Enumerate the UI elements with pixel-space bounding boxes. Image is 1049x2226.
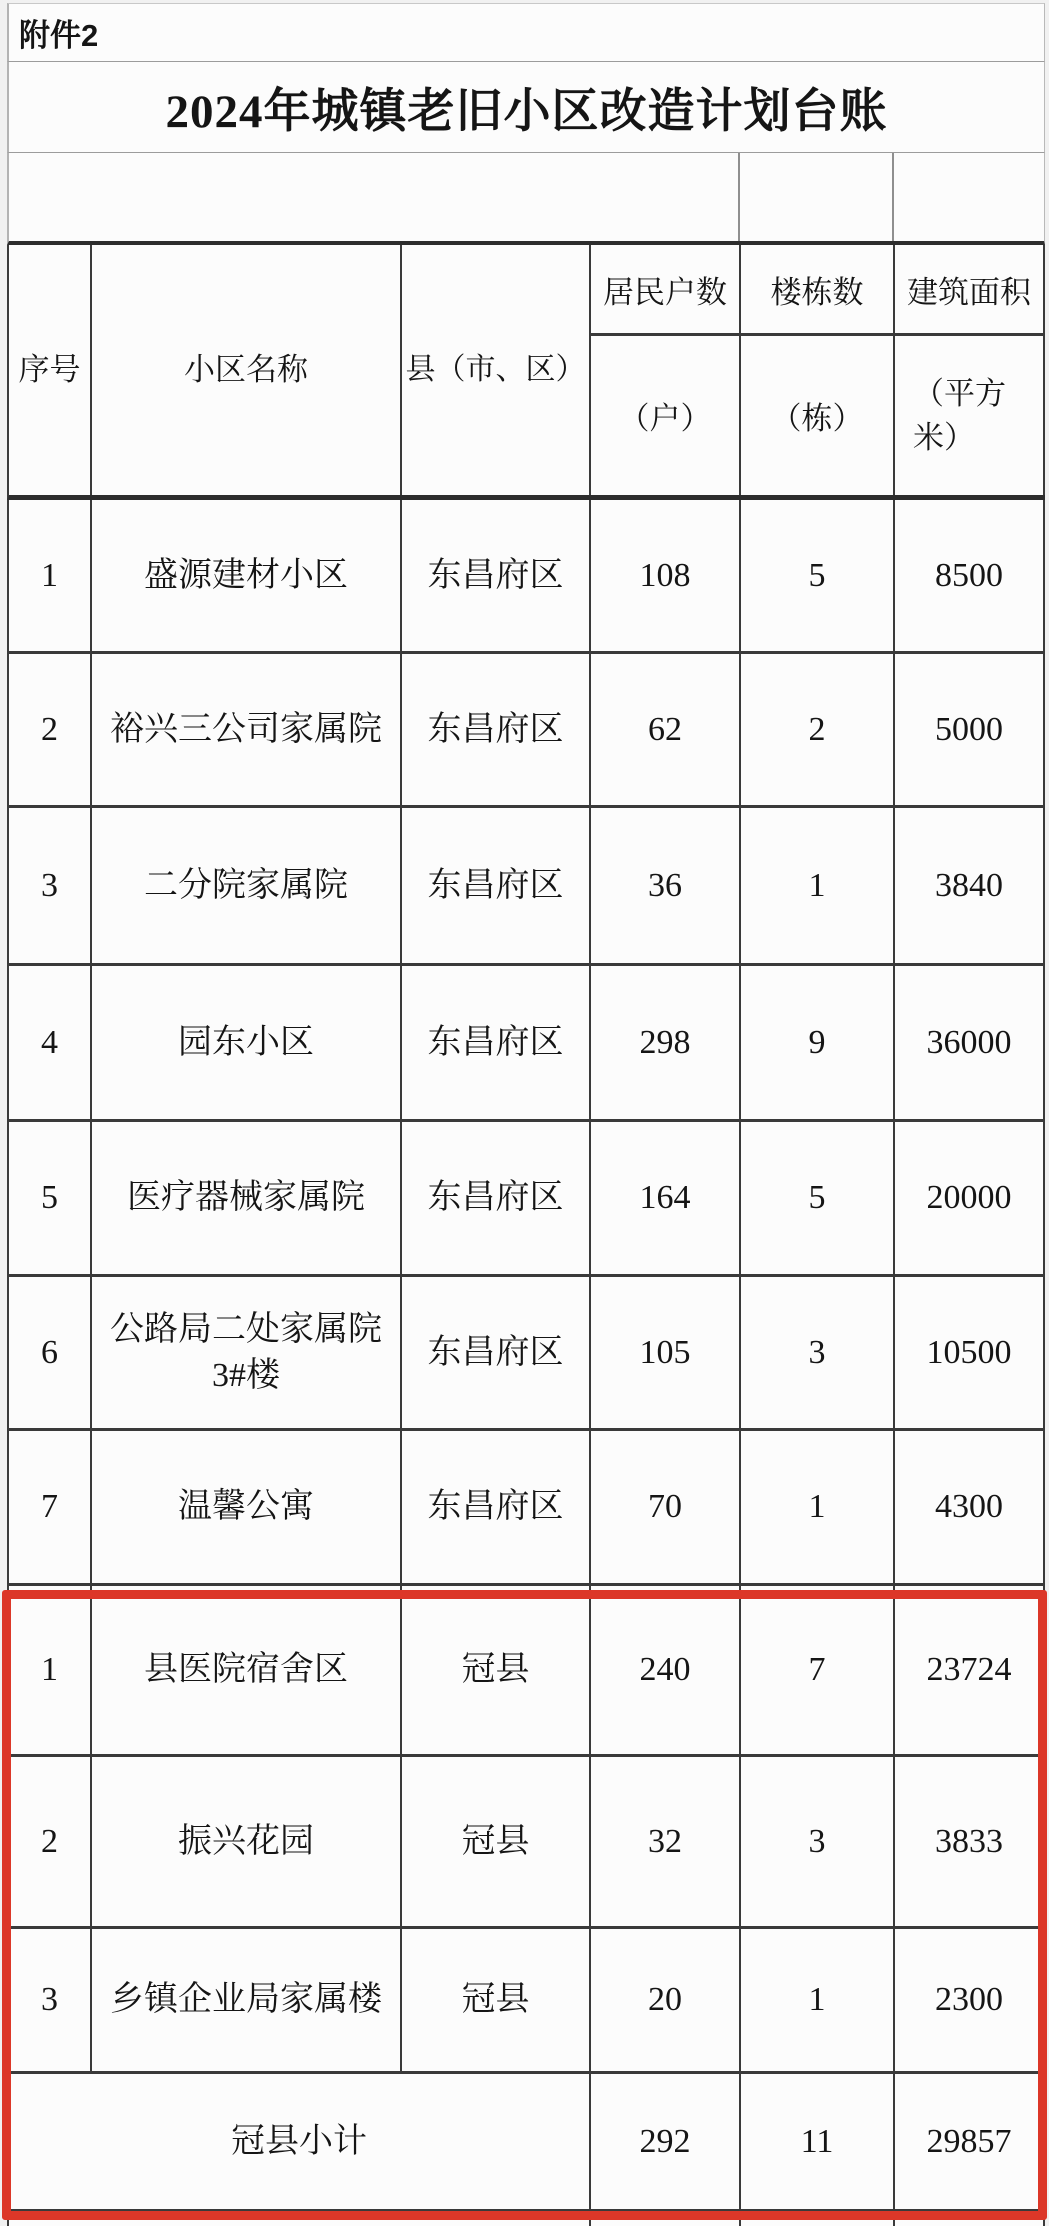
cell-buildings: 7 [741,1586,895,1754]
document-sheet [7,3,1045,2226]
cell-households: 32 [591,1757,741,1926]
cell-no: 5 [9,1122,92,1274]
cell-name: 园东小区 [92,966,402,1119]
cell-county: 东昌府区 [402,808,591,963]
cell-buildings: 3 [741,1757,895,1926]
subtotal-area: 29857 [895,2074,1045,2209]
cell-households: 20 [591,1929,741,2071]
cell-no: 2 [9,654,92,805]
cell-households: 70 [591,1431,741,1583]
header-households: 居民户数 [591,245,739,336]
header-buildings-unit: （栋） [770,401,864,436]
cell-households: 62 [591,654,741,805]
page-title: 2024年城镇老旧小区改造计划台账 [165,85,888,138]
table-row [7,654,1045,808]
clipped-cell [741,2212,895,2226]
cell-name: 二分院家属院 [92,808,402,963]
cell-county: 冠县 [402,1757,591,1926]
cell-name: 医疗器械家属院 [92,1122,402,1274]
clipped-cell [895,2212,1045,2226]
cell-name: 乡镇企业局家属楼 [92,1929,402,2071]
subtotal-households: 292 [591,2074,741,2209]
cell-no: 4 [9,966,92,1119]
clipped-cell [591,2212,741,2226]
cell-county: 东昌府区 [402,500,591,651]
cell-buildings: 3 [741,1277,895,1428]
cell-buildings: 1 [741,1431,895,1583]
header-buildings: 楼栋数 [741,245,893,336]
cell-county: 东昌府区 [402,654,591,805]
header-households-unit: （户） [618,401,712,436]
cell-households: 108 [591,500,741,651]
cell-name: 盛源建材小区 [92,500,402,651]
cell-buildings: 1 [741,1929,895,2071]
cell-name: 温馨公寓 [92,1431,402,1583]
table-row [7,1122,1045,1277]
table-row [7,966,1045,1122]
spacer-cell [740,153,894,241]
cell-area: 3833 [895,1757,1045,1926]
cell-area: 3840 [895,808,1045,963]
header-buildings-group [741,245,895,495]
cell-area: 23724 [895,1586,1045,1754]
cell-no: 2 [9,1757,92,1926]
cell-county: 东昌府区 [402,1122,591,1274]
header-name: 小区名称 [92,245,402,495]
attachment-row [7,3,1045,62]
header-no: 序号 [9,245,92,495]
cell-households: 298 [591,966,741,1119]
cell-no: 1 [9,500,92,651]
spacer-row [7,153,1045,245]
cell-households: 240 [591,1586,741,1754]
cell-county: 东昌府区 [402,1431,591,1583]
table-row-guanxian [7,1586,1045,1757]
cell-area: 20000 [895,1122,1045,1274]
title-row [7,62,1045,153]
cell-name: 县医院宿舍区 [92,1586,402,1754]
table-row [7,1431,1045,1586]
cell-no: 7 [9,1431,92,1583]
cell-buildings: 2 [741,654,895,805]
table-row [7,500,1045,654]
cell-county: 东昌府区 [402,966,591,1119]
cell-buildings: 5 [741,1122,895,1274]
cell-county: 东昌府区 [402,1277,591,1428]
cell-name: 裕兴三公司家属院 [92,654,402,805]
cell-buildings: 5 [741,500,895,651]
cell-area: 10500 [895,1277,1045,1428]
cell-area: 4300 [895,1431,1045,1583]
attachment-label: 附件2 [19,18,99,53]
spacer-cell [894,153,1044,241]
cell-households: 36 [591,808,741,963]
subtotal-label: 冠县小计 [9,2074,591,2209]
cell-buildings: 9 [741,966,895,1119]
cell-county: 冠县 [402,1586,591,1754]
subtotal-row [7,2074,1045,2212]
cell-county: 冠县 [402,1929,591,2071]
cell-area: 8500 [895,500,1045,651]
table-row-guanxian [7,1757,1045,1929]
cell-area: 36000 [895,966,1045,1119]
cell-buildings: 1 [741,808,895,963]
header-county: 县（市、区） [402,245,591,495]
header-area-unit: （平方米） [913,376,1006,455]
table-row [7,808,1045,966]
cell-name: 公路局二处家属院3#楼 [92,1277,402,1428]
cell-area: 5000 [895,654,1045,805]
cell-no: 6 [9,1277,92,1428]
cell-households: 164 [591,1122,741,1274]
cell-area: 2300 [895,1929,1045,2071]
cell-name: 振兴花园 [92,1757,402,1926]
clipped-cell [9,2212,591,2226]
spacer-cell [9,153,740,241]
table-row [7,1277,1045,1431]
cell-no: 3 [9,1929,92,2071]
cell-no: 3 [9,808,92,963]
cell-households: 105 [591,1277,741,1428]
clipped-next-row [7,2212,1045,2226]
header-area-group [895,245,1045,495]
header-households-group [591,245,741,495]
header-area: 建筑面积 [895,245,1043,336]
table-header-row [7,245,1045,500]
table-row-guanxian [7,1929,1045,2074]
cell-no: 1 [9,1586,92,1754]
subtotal-buildings: 11 [741,2074,895,2209]
